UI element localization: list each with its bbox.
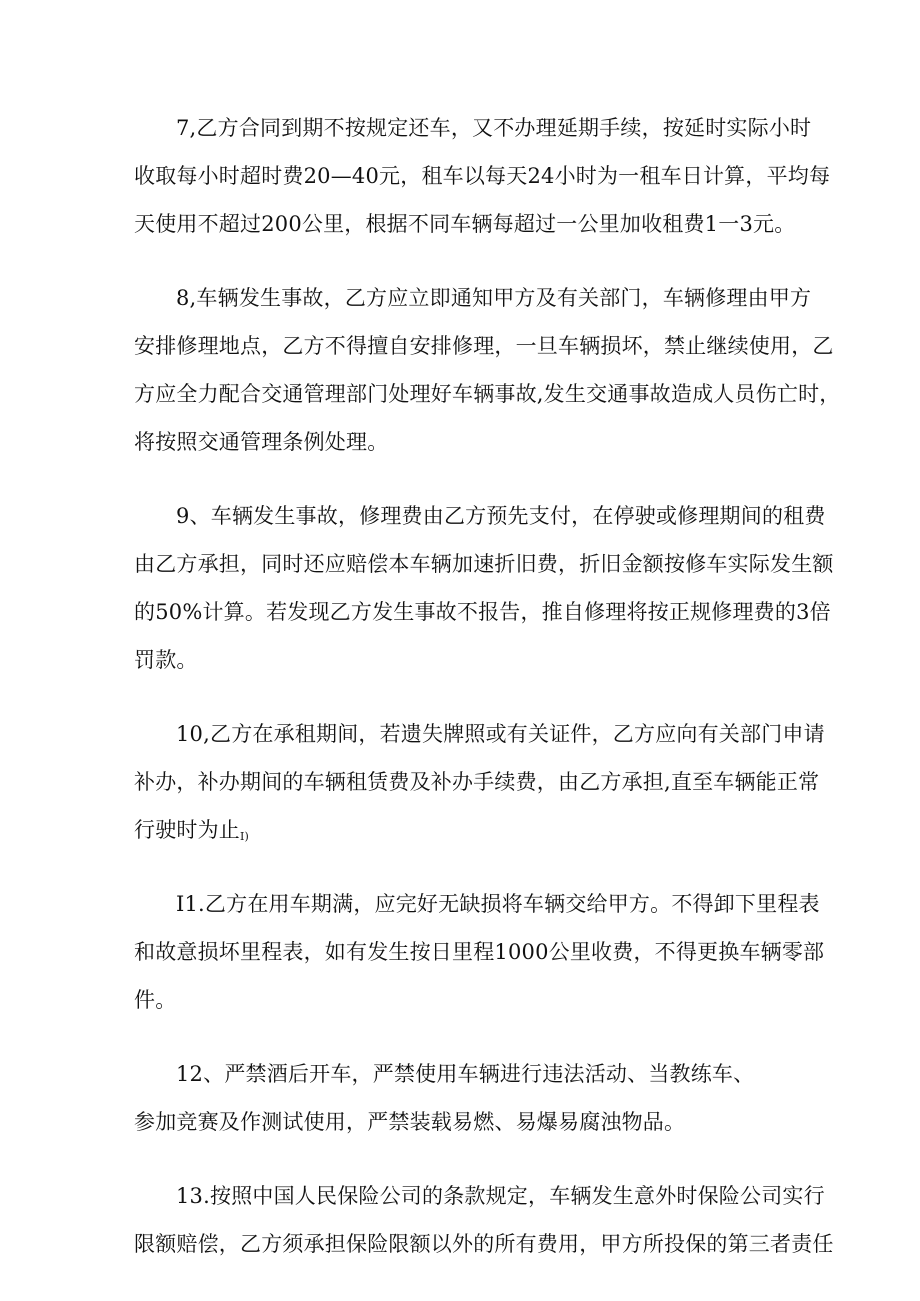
text-line: 方应全力配合交通管理部门处理好车辆事故,发生交通事故造成人员伤亡时， xyxy=(134,382,841,406)
text-line: 7,乙方合同到期不按规定还车，又不办理延期手续，按延时实际小时 xyxy=(176,116,812,140)
text-line: 的50%计算。若发现乙方发生事故不报告，推自修理将按正规修理费的3倍 xyxy=(134,600,831,624)
text-line: 由乙方承担，同时还应赔偿本车辆加速折旧费，折旧金额按修车实际发生额 xyxy=(134,552,834,576)
clause-7 xyxy=(134,104,831,248)
text-line: 天使用不超过200公里，根据不同车辆每超过一公里加收租费1一3元。 xyxy=(134,212,796,236)
text-line: 8,车辆发生事故，乙方应立即通知甲方及有关部门，车辆修理由甲方 xyxy=(176,286,812,310)
text-line: 罚款。 xyxy=(134,648,198,672)
text-line: 收取每小时超时费20—40元，租车以每天24小时为一租车日计算，平均每 xyxy=(134,164,831,188)
text-line: 和故意损坏里程表，如有发生按日里程1000公里收费，不得更换车辆零部 xyxy=(134,940,825,964)
text-line: 10,乙方在承租期间，若遗失牌照或有关证件，乙方应向有关部门申请 xyxy=(176,722,825,746)
footnote-mark: I) xyxy=(240,830,250,843)
text-line: 件。 xyxy=(134,988,177,1012)
clause-13 xyxy=(134,1172,834,1268)
clause-11 xyxy=(134,880,825,1024)
text-line: 9、车辆发生事故，修理费由乙方预先支付，在停驶或修理期间的租费 xyxy=(176,504,826,528)
clause-12 xyxy=(134,1050,794,1146)
text-line: 安排修理地点，乙方不得擅自安排修理，一旦车辆损坏，禁止继续使用，乙 xyxy=(134,334,834,358)
clause-9 xyxy=(134,492,834,684)
text-line: 限额赔偿，乙方须承担保险限额以外的所有费用，甲方所投保的第三者责任 xyxy=(134,1232,834,1256)
contract-body xyxy=(134,104,841,1294)
text-line: I1.乙方在用车期满，应完好无缺损将车辆交给甲方。不得卸下里程表 xyxy=(176,892,820,916)
text-segment: 行驶时为止 xyxy=(134,818,240,842)
text-line: 13.按照中国人民保险公司的条款规定，车辆发生意外时保险公司实行 xyxy=(176,1184,825,1208)
text-line: 将按照交通管理条例处理。 xyxy=(134,430,389,454)
text-line: 参加竞赛及作测试使用，严禁装载易燃、易爆易腐浊物品。 xyxy=(134,1110,686,1134)
clause-8 xyxy=(134,274,841,466)
text-line: 12、严禁酒后开车，严禁使用车辆进行违法活动、当教练车、 xyxy=(176,1062,755,1086)
clause-10 xyxy=(134,710,825,854)
text-line-with-mark xyxy=(134,806,794,854)
text-line: 补办，补办期间的车辆租赁费及补办手续费，由乙方承担,直至车辆能正常 xyxy=(134,770,820,794)
